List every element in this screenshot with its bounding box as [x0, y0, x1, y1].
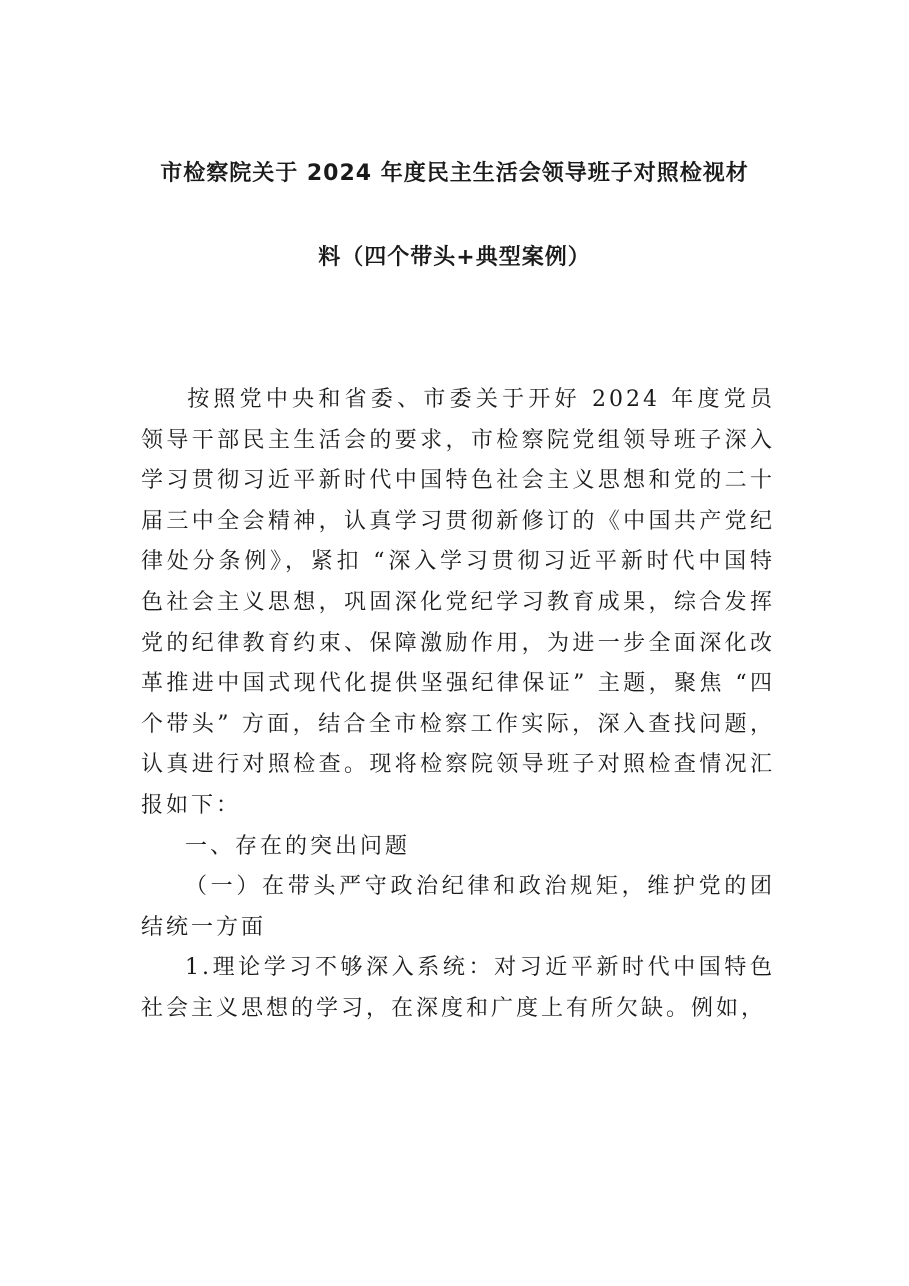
document-title-line-1: 市检察院关于 2024 年度民主生活会领导班子对照检视材 — [160, 161, 749, 186]
document-title-line-2: 料（四个带头+典型案例） — [318, 245, 591, 270]
section-heading: 一、存在的突出问题 — [185, 833, 411, 859]
document-body — [141, 380, 775, 1030]
item-paragraph: 1.理论学习不够深入系统：对习近平新时代中国特色社会主义思想的学习，在深度和广度上有所欠缺。例如， — [141, 955, 775, 1021]
subsection-heading: （一）在带头严守政治纪律和政治规矩，维护党的团结统一方面 — [141, 874, 775, 940]
intro-paragraph: 按照党中央和省委、市委关于开好 2024 年度党员领导干部民主生活会的要求，市检察院党组领导班子深入学习贯彻习近平新时代中国特色社会主义思想和党的二十届三中全会精神，认真学习贯彻新修订的《中国共产党纪律处分条例》，紧扣 “深入学习贯彻习近平新时代中国特色社会主义思想，巩固深化党纪学习教育成果，综合发挥党的纪律教育约束、保障激励作用，为进一步全面深化改革推进中国式现代化提供坚强纪律保证” 主题，聚焦 “四个带头” 方面，结合全市检察工作实际，深入查找问题，认真进行对照检查。现将检察院领导班子对照检查情况汇报如下： — [141, 387, 775, 818]
